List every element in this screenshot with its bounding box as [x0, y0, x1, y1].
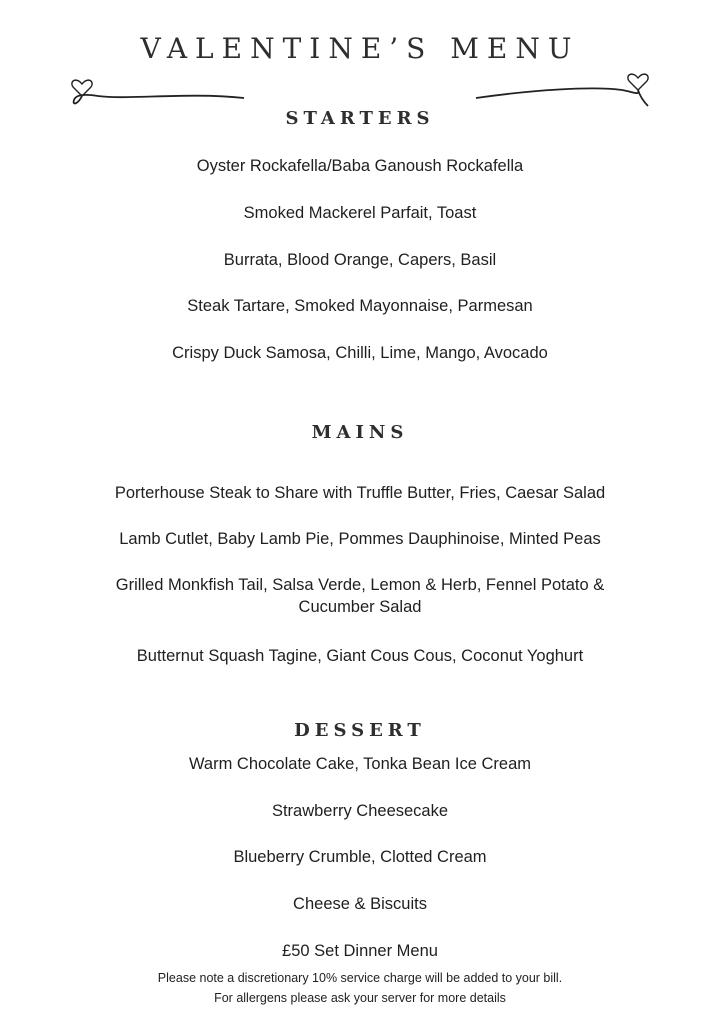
main-item: Porterhouse Steak to Share with Truffle Butter, Fries, Caesar Salad: [114, 484, 606, 502]
dessert-item: Cheese & Biscuits: [293, 895, 427, 913]
heart-swirl-right-icon: [472, 68, 652, 112]
main-item: Butternut Squash Tagine, Giant Cous Cous, Coconut Yoghurt: [136, 647, 584, 665]
main-item: Grilled Monkfish Tail, Salsa Verde, Lemon & Herb, Fennel Potato & Cucumber Salad: [115, 576, 605, 616]
starter-item: Crispy Duck Samosa, Chilli, Lime, Mango, Avocado: [172, 344, 548, 362]
main-item: Lamb Cutlet, Baby Lamb Pie, Pommes Dauphinoise, Minted Peas: [119, 530, 601, 548]
heart-swirl-left-icon: [68, 68, 248, 112]
section-title-dessert: DESSERT: [294, 720, 426, 741]
set-menu-price: £50 Set Dinner Menu: [282, 942, 438, 960]
starter-item: Steak Tartare, Smoked Mayonnaise, Parmesan: [187, 297, 533, 315]
dessert-item: Warm Chocolate Cake, Tonka Bean Ice Cream: [188, 755, 532, 773]
page-title: VALENTINE’S MENU: [140, 32, 580, 65]
starter-item: Burrata, Blood Orange, Capers, Basil: [223, 251, 497, 269]
allergen-note: For allergens please ask your server for more details: [214, 991, 506, 1005]
starter-item: Oyster Rockafella/Baba Ganoush Rockafella: [196, 157, 524, 175]
starter-item: Smoked Mackerel Parfait, Toast: [243, 204, 477, 222]
section-title-starters: STARTERS: [285, 108, 435, 129]
section-title-mains: MAINS: [311, 422, 409, 443]
dessert-item: Strawberry Cheesecake: [271, 802, 449, 820]
service-charge-note: Please note a discretionary 10% service charge will be added to your bill.: [157, 971, 563, 985]
dessert-item: Blueberry Crumble, Clotted Cream: [233, 848, 487, 866]
